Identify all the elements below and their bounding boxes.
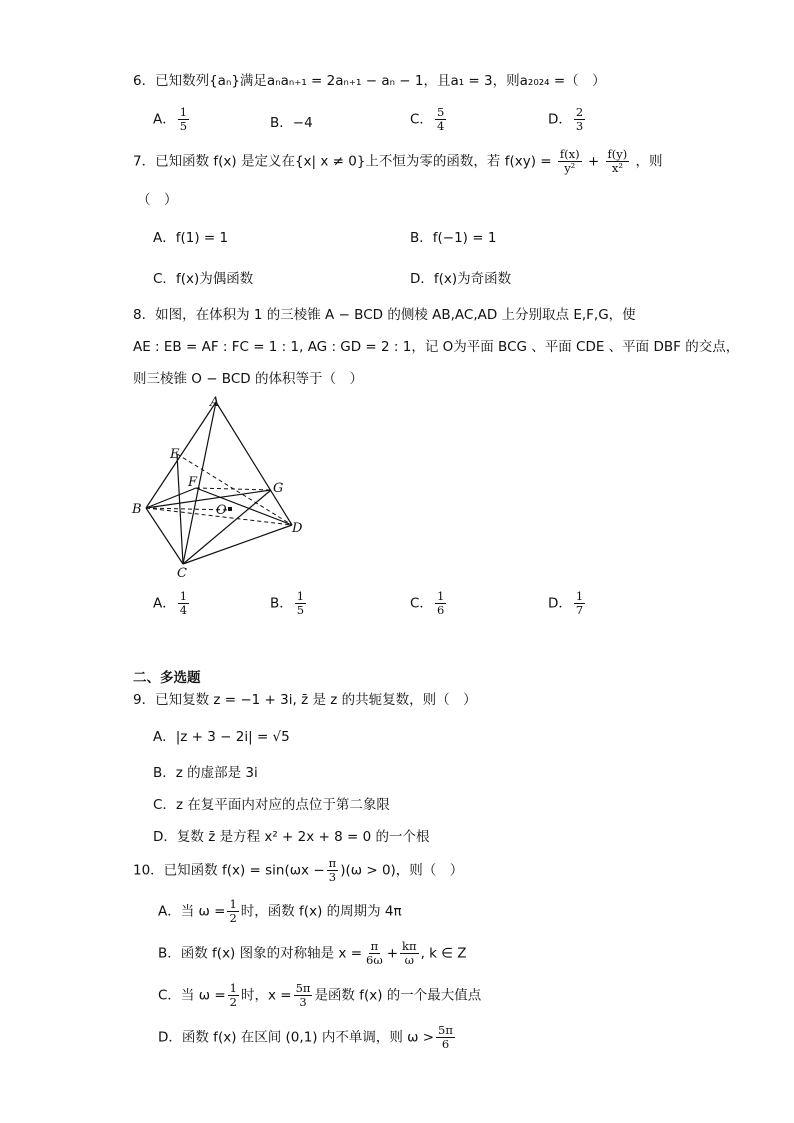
q6-option-d: D． $\frac{2}{3}$ [548,105,584,133]
label-c: C [177,566,187,579]
q6-option-c: C． $\frac{5}{4}$ [410,105,445,133]
q10-stem: 10．已知函数 f(x) = sin(ωx − $\frac{\pi}{3}$ )(ω > 0)，则（ ） [133,856,464,884]
q10-option-c: C．当 ω = $\frac{1}{2}$ 时，x = $\frac{5\pi}{3}$ 是函数 f(x) 的一个最大值点 [158,981,482,1009]
q8-option-c: C． $\frac{1}{6}$ [410,589,445,617]
label-a: A [210,395,220,410]
solid-edges [146,402,292,564]
label-d: D [292,521,303,536]
q7-option-b: B．f(−1) = 1 [410,230,497,246]
q8-option-d: D． $\frac{1}{7}$ [548,589,584,617]
q7-stem-line2: （ ） [137,192,178,208]
q6-stem: 6．已知数列{aₙ}满足aₙaₙ₊₁ = 2aₙ₊₁ − aₙ − 1，且a₁ = 3，则a₂₀₂₄ =（ ） [133,73,606,89]
q6-option-a: A． $\frac{1}{5}$ [153,105,188,133]
point-o-marker [228,507,232,511]
q9-stem: 9．已知复数 z = −1 + 3i, z̄ 是 z 的共轭复数，则（ ） [133,692,477,708]
label-e: E [170,447,180,462]
section-heading: 二、多选题 [133,670,201,686]
q9-option-c: C．z 在复平面内对应的点位于第二象限 [153,797,390,813]
tetrahedron-figure [130,394,330,579]
q7-stem: 7．已知函数 f(x) 是定义在{x| x ≠ 0}上不恒为零的函数，若 f(xy) = $\frac{f(x)}{\text{y²}}$ + $\frac{f(y)}{\text{x²}}$ ，则 [133,147,663,175]
q7-option-d: D．f(x)为奇函数 [410,271,512,287]
q10-option-a: A．当 ω = $\frac{1}{2}$ 时，函数 f(x) 的周期为 4π [158,897,402,925]
q10-option-b: B．函数 f(x) 图象的对称轴是 x = $\frac{\pi}{6\omega}$ + $\frac{k\pi}{\omega}$ , k ∈ Z [158,939,467,967]
q10-option-d: D．函数 f(x) 在区间 (0,1) 内不单调，则 ω > $\frac{5\pi}{6}$ [158,1023,453,1051]
q8-line3: 则三棱锥 O − BCD 的体积等于（ ） [133,371,363,387]
q9-option-d: D．复数 z̄ 是方程 x² + 2x + 8 = 0 的一个根 [153,829,430,845]
q8-line2: AE : EB = AF : FC = 1 : 1, AG : GD = 2 : 1，记 O为平面 BCG 、平面 CDE 、平面 DBF 的交点， [133,339,740,355]
q8-option-b: B． $\frac{1}{5}$ [270,589,305,617]
q9-option-a: A．|z + 3 − 2i| = √5 [153,729,290,745]
q8-option-a: A． $\frac{1}{4}$ [153,589,188,617]
label-f: F [188,475,198,490]
label-b: B [132,502,142,517]
q9-option-b: B．z 的虚部是 3i [153,765,258,781]
label-o: O [216,503,227,518]
q8-line1: 8．如图，在体积为 1 的三棱锥 A − BCD 的侧棱 AB,AC,AD 上分别取点 E,F,G，使 [133,307,636,323]
label-g: G [273,481,284,496]
q7-option-a: A．f(1) = 1 [153,230,229,246]
q7-option-c: C．f(x)为偶函数 [153,271,254,287]
q6-option-b: B．−4 [270,115,313,131]
